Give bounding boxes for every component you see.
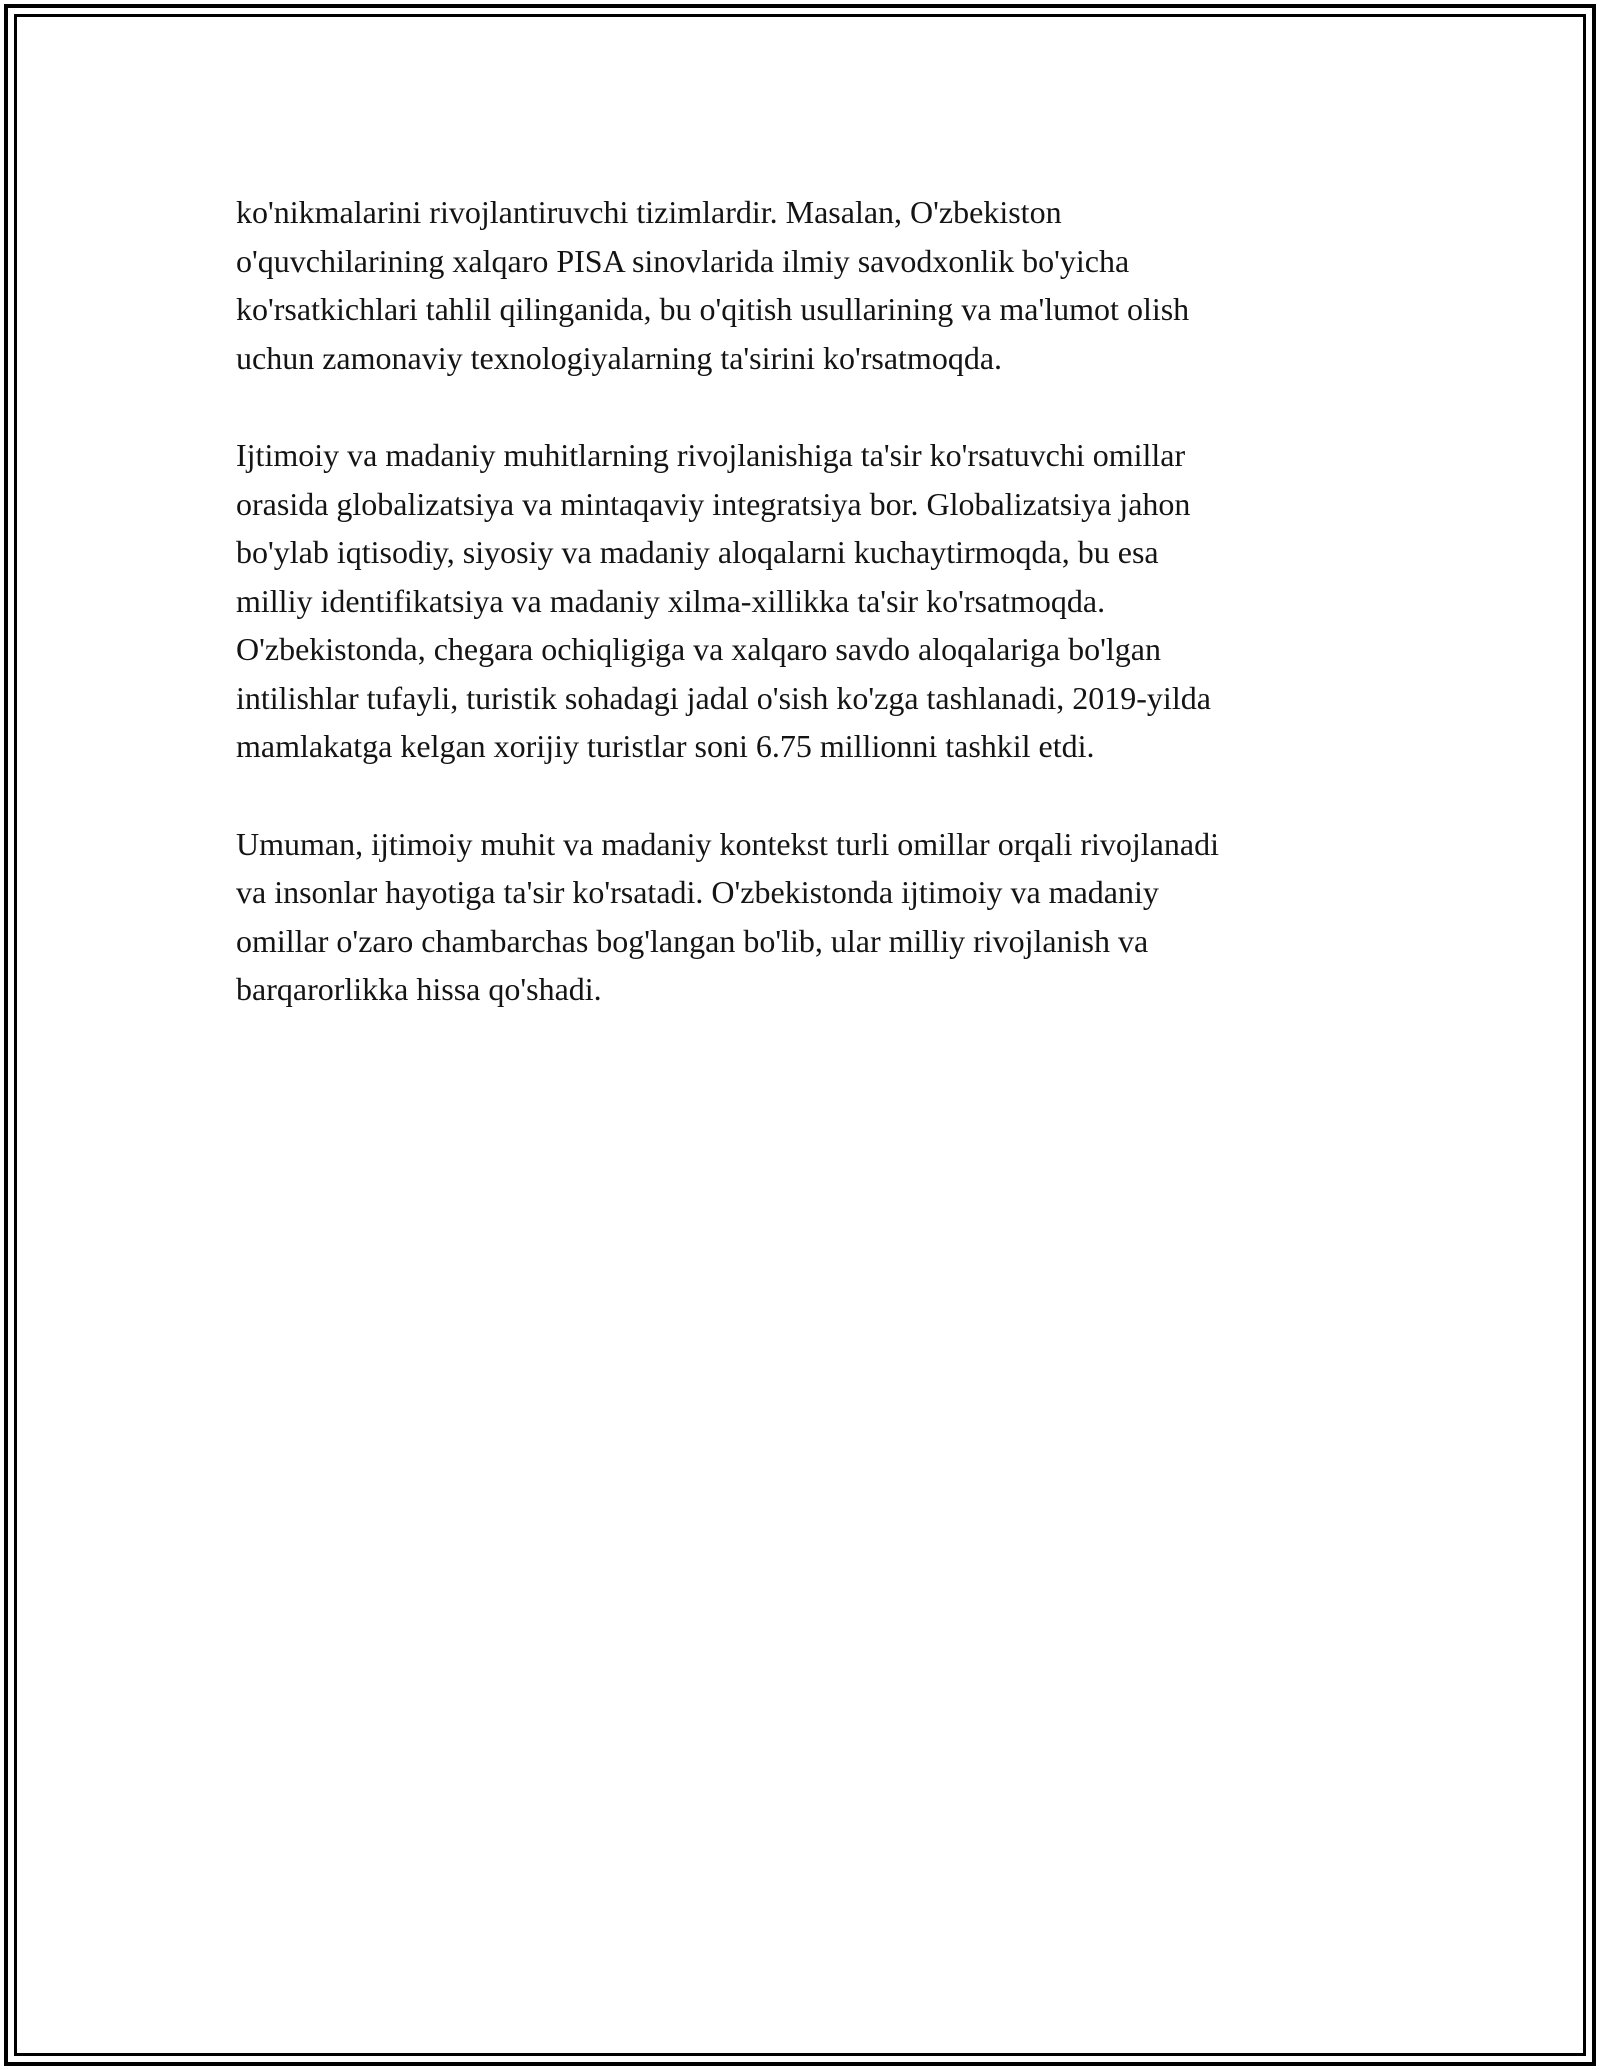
text-line: omillar o'zaro chambarchas bog'langan bo'lib, ular milliy rivojlanish va — [236, 922, 1149, 959]
text-line: intilishlar tufayli, turistik sohadagi jadal o'sish ko'zga tashlanadi, 2019-yilda — [236, 679, 1211, 716]
paragraph-1 — [236, 188, 1376, 382]
text-line: milliy identifikatsiya va madaniy xilma-xillikka ta'sir ko'rsatmoqda. — [236, 582, 1106, 619]
text-line: orasida globalizatsiya va mintaqaviy integratsiya bor. Globalizatsiya jahon — [236, 485, 1191, 522]
paragraph-2 — [236, 431, 1376, 771]
text-line: ko'nikmalarini rivojlantiruvchi tizimlardir. Masalan, O'zbekiston — [236, 194, 1062, 230]
text-line: va insonlar hayotiga ta'sir ko'rsatadi. O'zbekistonda ijtimoiy va madaniy — [236, 874, 1159, 910]
text-line: O'zbekistonda, chegara ochiqligiga va xalqaro savdo aloqalariga bo'lgan — [236, 631, 1161, 667]
text-line: o'quvchilarining xalqaro PISA sinovlarida ilmiy savodxonlik bo'yicha — [236, 242, 1130, 279]
text-line: ko'rsatkichlari tahlil qilinganida, bu o'qitish usullarining va ma'lumot olish — [236, 291, 1190, 327]
text-line: Ijtimoiy va madaniy muhitlarning rivojlanishiga ta'sir ko'rsatuvchi omillar — [236, 437, 1186, 473]
text-line: bo'ylab iqtisodiy, siyosiy va madaniy aloqalarni kuchaytirmoqda, bu esa — [236, 534, 1159, 570]
text-line: mamlakatga kelgan xorijiy turistlar soni 6.75 millionni tashkil etdi. — [236, 728, 1095, 764]
paragraph-3 — [236, 820, 1376, 1014]
text-line: Umuman, ijtimoiy muhit va madaniy kontekst turli omillar orqali rivojlanadi — [236, 825, 1219, 862]
text-line: uchun zamonaviy texnologiyalarning ta'sirini ko'rsatmoqda. — [236, 339, 1003, 376]
text-line: barqarorlikka hissa qo'shadi. — [236, 971, 602, 1007]
document-body — [236, 188, 1376, 1063]
